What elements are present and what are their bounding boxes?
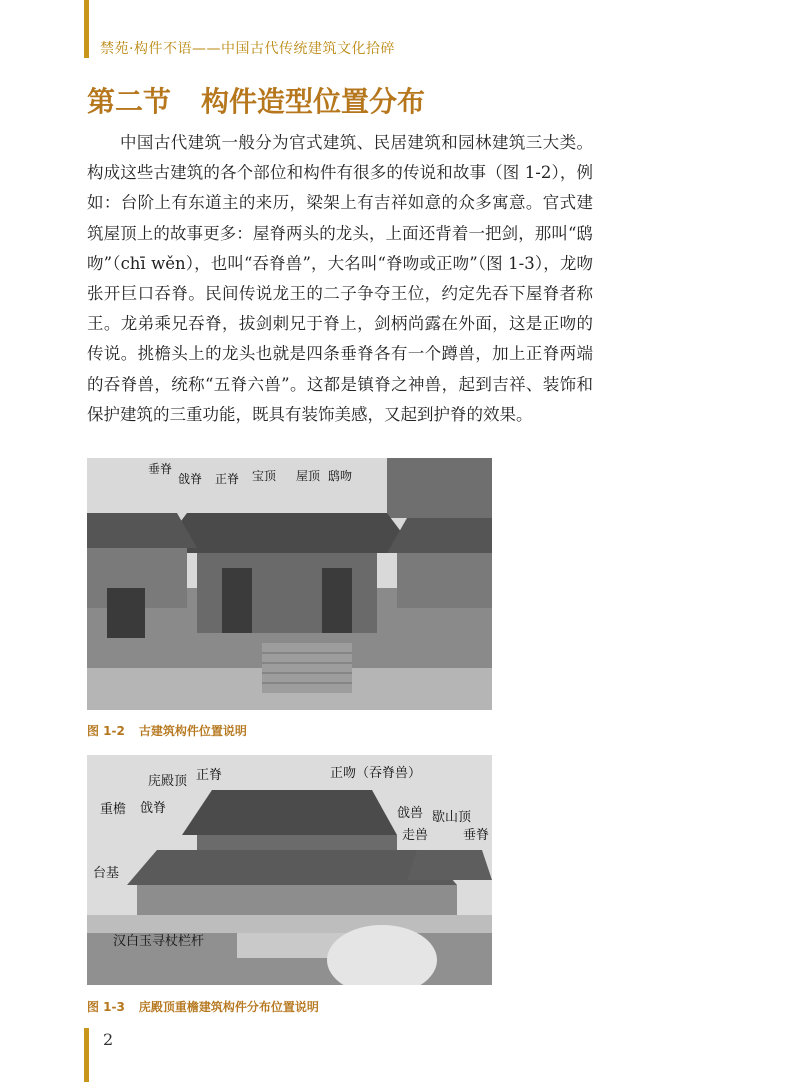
fig1-label-chuiji: 垂脊 (148, 462, 173, 476)
figure-1-3-caption-text: 庑殿顶重檐建筑构件分布位置说明 (138, 1000, 319, 1014)
fig1-label-qiangji: 戗脊 (178, 472, 203, 486)
fig2-label-zoushou: 走兽 (402, 828, 429, 843)
section-number: 第二节 (87, 85, 172, 118)
page-number: 2 (103, 1030, 114, 1049)
fig1-label-baoding: 宝顶 (252, 469, 277, 483)
fig2-label-qiangshou: 戗兽 (397, 806, 424, 821)
fig1-label-zhengji: 正脊 (215, 472, 240, 486)
figure-1-3-photo (87, 755, 492, 985)
fig1-label-wuding: 屋顶 (296, 469, 321, 483)
fig2-label-chuiji: 垂脊 (463, 828, 490, 843)
running-header: 禁苑·构件不语——中国古代传统建筑文化拾碎 (100, 41, 395, 57)
fig2-label-chongyan: 重檐 (100, 802, 127, 817)
fig2-label-lan: 汉白玉寻杖栏杆 (113, 934, 205, 949)
footer-accent-bar (84, 1028, 89, 1082)
header-accent-bar (84, 0, 89, 58)
fig2-label-zhengji: 正脊 (196, 768, 223, 783)
fig2-label-zhengwen: 正吻（吞脊兽） (330, 766, 422, 781)
fig2-label-xieshanding: 歇山顶 (432, 810, 472, 825)
figure-1-2-photo (87, 458, 492, 710)
fig2-label-qiangji: 戗脊 (140, 801, 167, 816)
figure-1-3-caption (87, 998, 319, 1015)
fig2-label-taiji: 台基 (93, 866, 120, 881)
figure-1-2-caption (87, 722, 247, 739)
hall-photo-illustration (87, 755, 492, 985)
section-title: 构件造型位置分布 (201, 85, 426, 118)
figure-1-2-caption-text: 古建筑构件位置说明 (138, 724, 247, 738)
body-paragraph: 中国古代建筑一般分为官式建筑、民居建筑和园林建筑三大类。构成这些古建筑的各个部位和构件有很多的传说和故事（图 1-2），例如：台阶上有东道主的来历，梁架上有吉祥如意的众多寓意。官式建筑屋顶上的故事更多：屋脊两头的龙头，上面还背着一把剑，那叫“鸱吻”（chī wěn），也叫“吞脊兽”，大名叫“脊吻或正吻”（图 1-3），龙吻张开巨口吞脊。民间传说龙王的二子争夺王位，约定先吞下屋脊者称王。龙弟乘兄吞脊，拔剑刺兄于脊上，剑柄尚露在外面，这是正吻的传说。挑檐头上的龙头也就是四条垂脊各有一个蹲兽，加上正脊两端的吞脊兽，统称“五脊六兽”。这都是镇脊之神兽，起到吉祥、装饰和保护建筑的三重功能，既具有装饰美感，又起到护脊的效果。 (87, 133, 593, 424)
section-heading (87, 80, 425, 120)
fig2-label-wudianding: 庑殿顶 (148, 774, 188, 789)
figure-1-3-number: 图 1-3 (87, 1000, 125, 1014)
fig1-label-chiwen: 鸱吻 (328, 469, 353, 483)
temple-photo-illustration (87, 458, 492, 710)
figure-1-2-number: 图 1-2 (87, 724, 125, 738)
